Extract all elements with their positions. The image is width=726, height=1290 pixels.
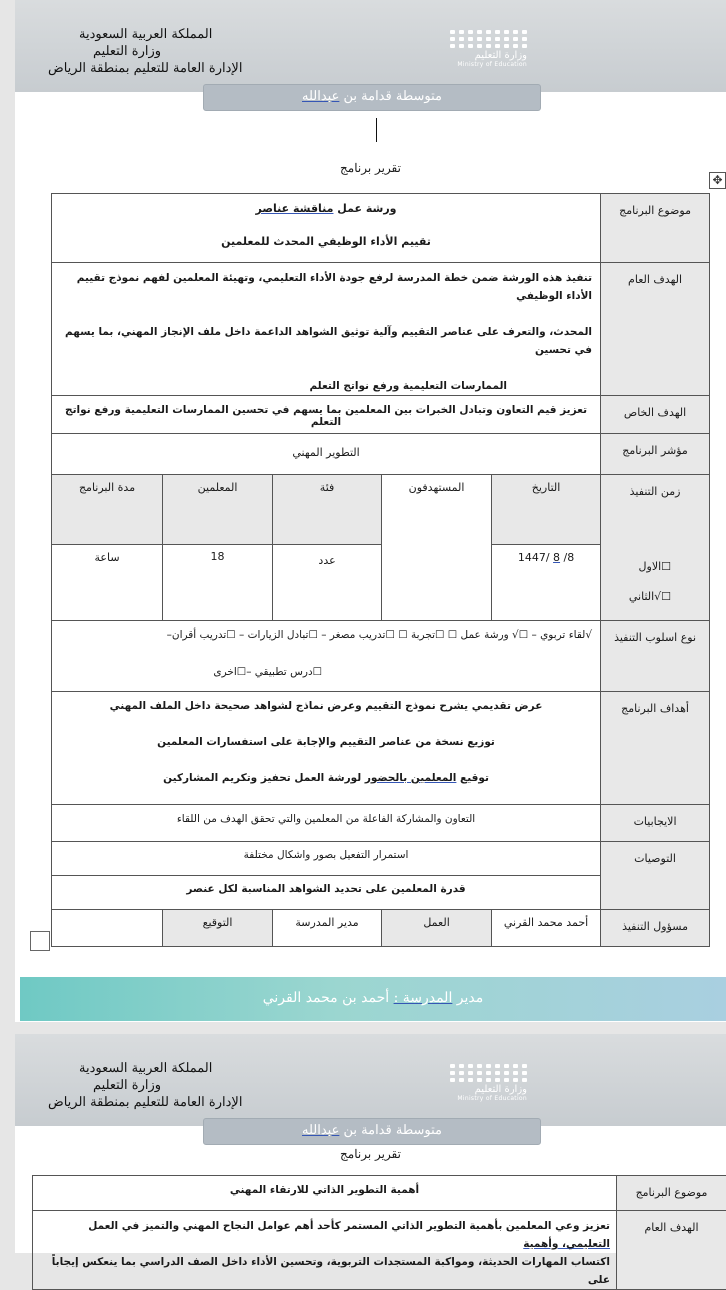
header-directorate: الإدارة العامة للتعليم بمنطقة الرياض [48,1095,242,1111]
ministry-logo [417,30,527,76]
school-prefix: متوسطة قدامة بن [339,89,442,104]
recommendation-2[interactable]: قدرة المعلمين على تحديد الشواهد المناسبة لكل عنصر [52,876,601,910]
general-goal-value[interactable]: تعزيز وعي المعلمين بأهمية التطوير الذاتي المستمر كأحد أهم عوامل النجاح المهني والتميز في العمل التعليمي، وأهمية اكتساب المهارات الحديثة، ومواكبة المستجدات التربوية، وتحسين الأداء داخل الصف الدراسي بما ينعكس إيجاباً على [33,1211,617,1290]
school-name-bar: متوسطة قدامة بن عبدالله [203,1118,541,1145]
recommendations-label: التوصيات [601,842,710,910]
general-goal-label: الهدف العام [601,263,710,396]
duration-value[interactable]: ساعة [52,545,163,621]
ministry-logo [417,1064,527,1110]
logo-arabic-text: وزارة التعليم [417,1084,527,1095]
report-table-2 [32,1175,726,1290]
positives-label: الايجابيات [601,805,710,842]
topic-underlined: مناقشة عناصر [256,202,334,215]
general-goal-label: الهدف العام [617,1211,726,1290]
table-move-handle-icon[interactable]: ✥ [709,172,726,189]
work-value[interactable]: مدير المدرسة [273,910,382,947]
indicator-value[interactable]: التطوير المهني [52,434,601,475]
logo-english-text: Ministry of Education [417,1095,527,1102]
school-name-bar [203,84,541,111]
style-label: نوع اسلوب التنفيذ [601,621,710,692]
signature-field[interactable] [52,910,163,947]
responsible-name[interactable]: أحمد محمد القرني [492,910,601,947]
logo-dots-icon [417,1064,527,1082]
objectives-label: أهداف البرنامج [601,692,710,805]
header-country: المملكة العربية السعودية [79,1061,212,1077]
category-header: فئة [273,475,382,545]
recommendation-1[interactable]: استمرار التفعيل بصور واشكال مختلفة [52,842,601,876]
logo-dots-icon [417,30,527,48]
second-semester-checkbox[interactable]: ☐√الثاني [601,582,671,612]
time-label: زمن التنفيذ ☐الاول ☐√الثاني [601,475,710,621]
count-label: عدد [273,545,382,621]
school-name: عبدالله [302,89,339,104]
work-label: العمل [382,910,492,947]
responsible-label: مسؤول التنفيذ [601,910,710,947]
date-value[interactable]: 8/ 8 /1447 [492,545,601,621]
logo-arabic-text: وزارة التعليم [417,50,527,61]
page-header [15,0,726,92]
first-semester-checkbox[interactable]: ☐الاول [601,552,671,582]
principal-footer: مدير المدرسة : أحمد بن محمد القرني [20,977,726,1021]
document-page-2 [15,1034,726,1253]
header-directorate: الإدارة العامة للتعليم بمنطقة الرياض [48,61,242,77]
topic-label: موضوع البرنامج [601,194,710,263]
logo-english-text: Ministry of Education [417,61,527,68]
report-title: تقرير برنامج [15,1147,726,1161]
beneficiaries-header: المستهدفون [382,475,492,621]
count-value[interactable]: 18 [163,545,273,621]
report-table [51,193,710,947]
style-options[interactable]: √لقاء تربوي – ☐√ ورشة عمل ☐ ☐تجربة ☐ ☐تدريب مصغر – ☐تبادل الزيارات – ☐تدريب أقران– ☐درس تطبيقي –☐اخرى [52,621,601,692]
signature-label: التوقيع [163,910,273,947]
objectives-value[interactable]: عرض تقديمي يشرح نموذج التقييم وعرض نماذج لشواهد صحيحة داخل الملف المهني توزيع نسخة من عناصر التقييم والإجابة على استفسارات المعلمين توقيع المعلمين بالحضور لورشة العمل تحفيز وتكريم المشاركين [52,692,601,805]
text-cursor [376,118,377,142]
topic-value[interactable]: ورشة عمل مناقشة عناصر تقييم الأداء الوظيفي المحدث للمعلمين [52,194,601,263]
header-ministry: وزارة التعليم [93,44,161,60]
report-title: تقرير برنامج [15,161,726,175]
teachers-header: المعلمين [163,475,273,545]
date-header: التاريخ [492,475,601,545]
positives-value[interactable]: التعاون والمشاركة الفاعلة من المعلمين والتي تحقق الهدف من اللقاء [52,805,601,842]
duration-header: مدة البرنامج [52,475,163,545]
empty-checkbox[interactable] [30,931,50,951]
header-ministry: وزارة التعليم [93,1078,161,1094]
special-goal-value[interactable]: تعزيز قيم التعاون وتبادل الخبرات بين المعلمين بما يسهم في تحسين الممارسات التعليمية ورفع نواتج التعلم [52,396,601,434]
page-2-header [15,1034,726,1126]
general-goal-value[interactable]: تنفيذ هذه الورشة ضمن خطة المدرسة لرفع جودة الأداء التعليمي، وتهيئة المعلمين لفهم نموذج تقييم الأداء الوظيفي المحدث، والتعرف على عناصر التقييم وآلية توثيق الشواهد الداعمة داخل ملف الإنجاز المهني، بما يسهم في تحسين الممارسات التعليمية ورفع نواتج التعلم [52,263,601,396]
indicator-label: مؤشر البرنامج [601,434,710,475]
topic-label: موضوع البرنامج [617,1176,726,1211]
special-goal-label: الهدف الخاص [601,396,710,434]
header-country: المملكة العربية السعودية [79,27,212,43]
topic-value[interactable]: أهمية التطوير الذاتي للارتقاء المهني [33,1176,617,1211]
